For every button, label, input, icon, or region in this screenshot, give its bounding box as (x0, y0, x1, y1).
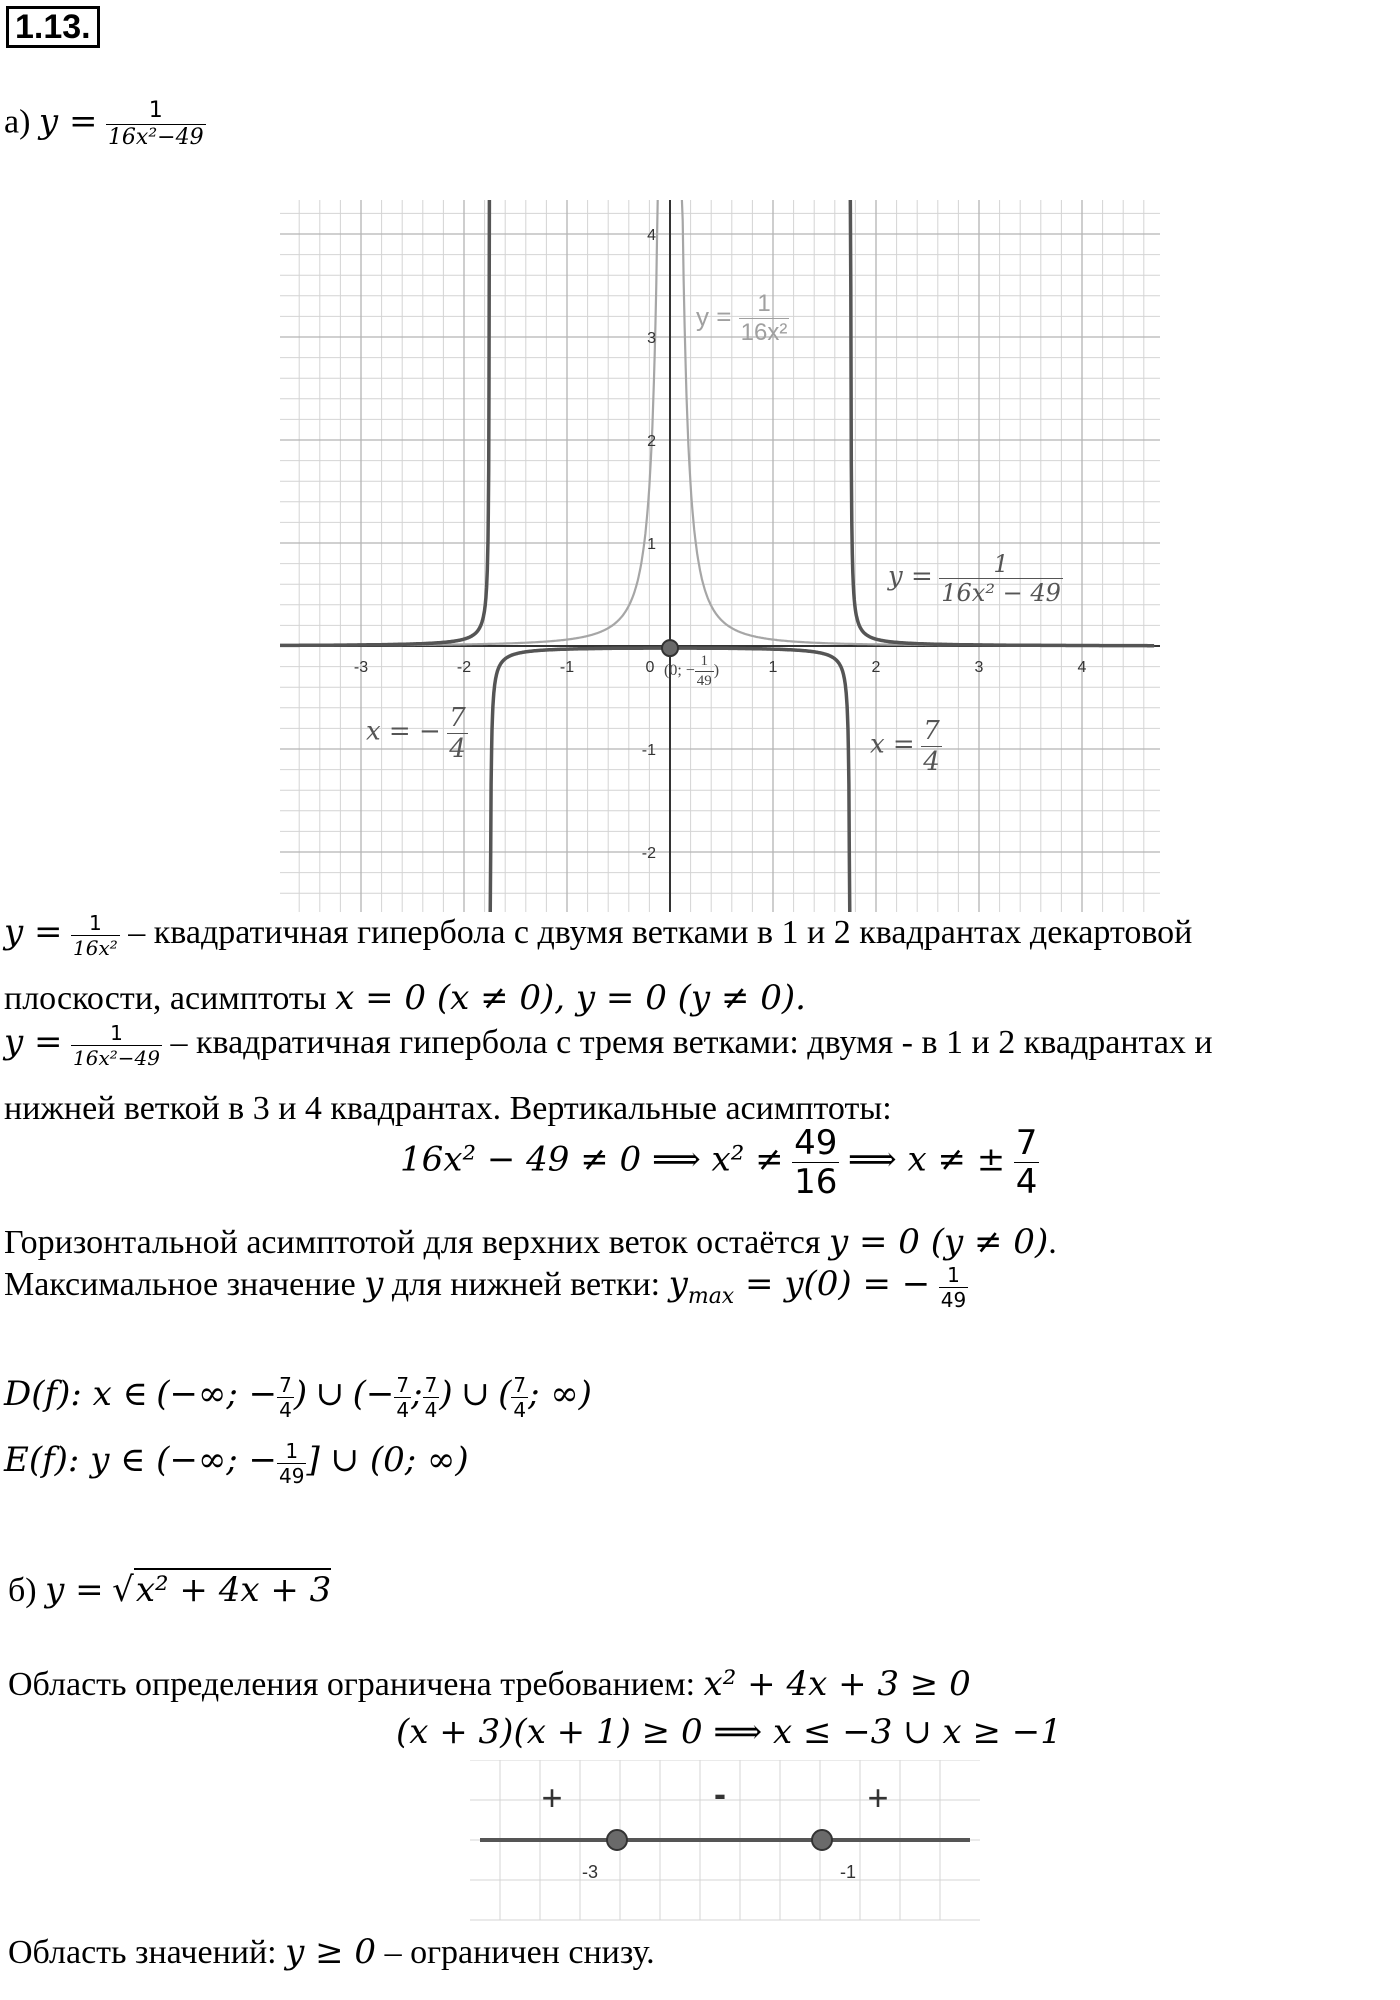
domain-line: D(f): x ∈ (−∞; − $\frac{7}{4}$ ) ∪ (− $\frac{7}{4}$ ; $\frac{7}{4}$ ) ∪ ( $\frac{7}{4}$ ; ∞) (4, 1372, 592, 1422)
point-minus-1 (812, 1830, 832, 1850)
part-a-lhs: y = (38, 101, 98, 142)
part-b-radicand: x² + 4x + 3 (135, 1570, 332, 1610)
sign-number-line (470, 1760, 980, 1930)
y-tick-label: 2 (647, 433, 656, 450)
x-tick-label: -3 (353, 659, 369, 676)
y-tick-label: 3 (647, 330, 656, 347)
range-line: E(f): y ∈ (−∞; − $\frac{1}{49}$ ] ∪ (0; ∞) (4, 1438, 469, 1488)
para-2-line-1: y = $\frac{1}{\text{16x²−49}}$ – квадратичная гипербола с тремя ветками: двумя - в 1 и 2 квадрантах и (4, 1020, 1213, 1070)
label-curve-main: y = $\frac{1}{\text{16x² − 49}}$ (888, 550, 1061, 607)
x-tick-label: 4 (1077, 659, 1087, 676)
x-tick-label: 2 (871, 659, 881, 676)
y-tick-label: -2 (641, 845, 656, 862)
label-minus-3: -3 (581, 1862, 599, 1882)
para-1-line-2: плоскости, асимптоты x = 0 (x ≠ 0), y = 0 (y ≠ 0). (4, 978, 806, 1018)
part-a-num: 1 (106, 100, 206, 125)
point-minus-3 (607, 1830, 627, 1850)
part-b-heading: б) y = √x² + 4x + 3 (8, 1570, 332, 1610)
curve-1-over-16x2-left (280, 200, 668, 646)
curve-main-left-branch (280, 200, 490, 645)
part-a-heading (4, 100, 206, 149)
label-minus-1: -1 (839, 1862, 857, 1882)
sign-plus-right: + (867, 1777, 889, 1818)
part-b-domain-line: Область определения ограничена требованием: x² + 4x + 3 ≥ 0 (8, 1664, 971, 1704)
horizontal-asymptote-line: Горизонтальной асимптотой для верхних веток остаётся y = 0 (y ≠ 0). (4, 1222, 1057, 1262)
sign-plus-left: + (541, 1777, 563, 1818)
x-tick-label: 0 (645, 659, 655, 676)
x-tick-label: -1 (559, 659, 575, 676)
part-b-factored: (x + 3)(x + 1) ≥ 0 ⟹ x ≤ −3 ∪ x ≥ −1 (396, 1712, 1062, 1752)
label-asymptote-right: x = $\frac{7}{4}$ (870, 716, 940, 777)
part-a-label: а) (4, 103, 31, 141)
asymptote-equation: 16x² − 49 ≠ 0 ⟹ x² ≠ $\frac{49}{16}$ ⟹ x ≠ ± $\frac{7}{4}$ (400, 1123, 1038, 1202)
label-curve-1-over-16x2: y = $\frac{1}{\text{16x²}}$ (696, 290, 788, 346)
y-tick-label: 1 (647, 536, 656, 553)
x-tick-label: 1 (768, 659, 778, 676)
max-value-line: Максимальное значение y для нижней ветки: $y_{max} = y(0)$ = − $\frac{1}{49}$ (4, 1262, 967, 1312)
y-tick-label: -1 (641, 742, 656, 759)
x-tick-label: 3 (974, 659, 984, 676)
label-point-y-intercept: (0; − $\frac{1}{49}$ ) (664, 653, 720, 689)
task-label: 1.13. (6, 6, 100, 48)
para-2-line-2: нижней веткой в 3 и 4 квадрантах. Вертикальные асимптоты: (4, 1090, 892, 1127)
part-a-den: 16x²−49 (107, 125, 204, 150)
para-1-line-1: y = $\frac{1}{\text{16x²}}$ – квадратичная гипербола с двумя ветками в 1 и 2 квадрантах декартовой (4, 910, 1193, 960)
label-asymptote-left: x = − $\frac{7}{4}$ (366, 703, 466, 764)
part-b-range-line: Область значений: y ≥ 0 – ограничен снизу. (8, 1932, 655, 1972)
x-tick-label: -2 (456, 659, 472, 676)
y-tick-label: 4 (647, 227, 656, 244)
sign-minus-middle: - (714, 1773, 726, 1814)
